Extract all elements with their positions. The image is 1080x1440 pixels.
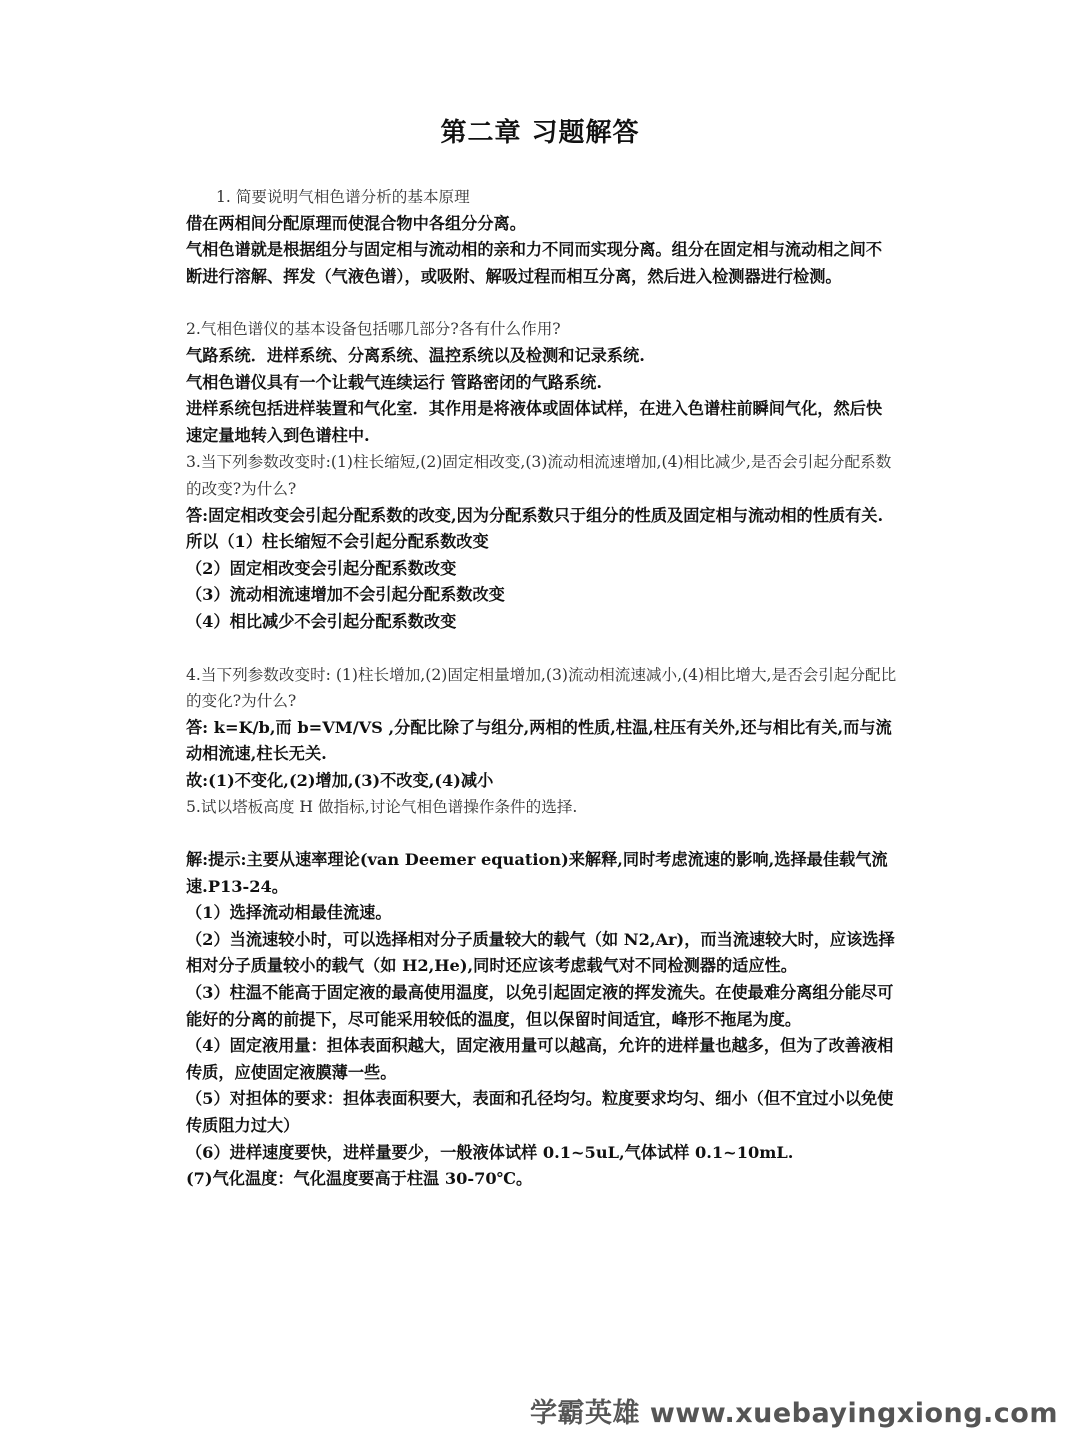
page-title: 第二章 习题解答 — [440, 118, 640, 148]
question-text: 4.当下列参数改变时: (1)柱长增加,(2)固定相量增加,(3)流动相流速减小,(4)相比增大,是否会引起分配比的变化?为什么? — [186, 665, 897, 711]
answer-text: 解:提示:主要从速率理论(van Deemer equation)来解释,同时考虑流速的影响,选择最佳载气流速.P13-24。 — [186, 850, 888, 896]
answer-text: （2）当流速较小时，可以选择相对分子质量较大的载气（如 N2,Ar)，而当流速较大时，应该选择相对分子质量较小的载气（如 H2,He),同时还应该考虑载气对不同检测器的适应性。 — [186, 929, 895, 976]
question-text: 1. 简要说明气相色谱分析的基本原理 — [216, 188, 470, 206]
answer-text: 借在两相间分配原理而使混合物中各组分分离。 — [186, 213, 526, 233]
document-body — [186, 184, 898, 1193]
answer-text: （3）流动相流速增加不会引起分配系数改变 — [186, 585, 505, 605]
answer-text: （4）固定液用量：担体表面积越大，固定液用量可以越高，允许的进样量也越多，但为了改善液相传质，应使固定液膜薄一些。 — [186, 1036, 894, 1082]
answer-text: （4）相比减少不会引起分配系数改变 — [186, 611, 457, 631]
answer-text: 答:固定相改变会引起分配系数的改变,因为分配系数只于组分的性质及固定相与流动相的性质有关. — [186, 505, 884, 525]
answer-text: 进样系统包括进样装置和气化室．其作用是将液体或固体试样，在进入色谱柱前瞬间气化，然后快速定量地转入到色谱柱中. — [186, 399, 883, 445]
question-text: 2.气相色谱仪的基本设备包括哪几部分?各有什么作用? — [186, 320, 561, 339]
site-watermark: 学霸英雄 www.xuebayingxiong.com — [529, 1398, 1058, 1429]
answer-text: 故:(1)不变化,(2)增加,(3)不改变,(4)减小 — [186, 770, 494, 790]
answer-text: （6）进样速度要快，进样量要少，一般液体试样 0.1~5uL,气体试样 0.1~10mL. — [186, 1142, 794, 1162]
answer-text: (7)气化温度：气化温度要高于柱温 30-70℃。 — [186, 1169, 533, 1189]
question-text: 3.当下列参数改变时:(1)柱长缩短,(2)固定相改变,(3)流动相流速增加,(4)相比减少,是否会引起分配系数的改变?为什么? — [186, 453, 892, 498]
answer-text: 答: k=K/b,而 b=VM/VS ,分配比除了与组分,两相的性质,柱温,柱压有关外,还与相比有关,而与流动相流速,柱长无关. — [186, 717, 892, 764]
answer-text: 气路系统．进样系统、分离系统、温控系统以及检测和记录系统. — [186, 345, 645, 365]
answer-text: （2）固定相改变会引起分配系数改变 — [186, 558, 457, 578]
answer-text: （3）柱温不能高于固定液的最高使用温度，以免引起固定液的挥发流失。在使最难分离组分能尽可能好的分离的前提下，尽可能采用较低的温度，但以保留时间适宜，峰形不拖尾为度。 — [186, 983, 894, 1029]
paragraph-gap — [186, 821, 898, 847]
answer-text: （1）选择流动相最佳流速。 — [186, 903, 392, 923]
answer-text: （5）对担体的要求：担体表面积要大，表面和孔径均匀。粒度要求均匀、细小（但不宜过小以免使传质阻力过大） — [186, 1089, 894, 1135]
paragraph-gap — [186, 636, 898, 662]
answer-text: 气相色谱仪具有一个让载气连续运行 管路密闭的气路系统. — [186, 372, 602, 392]
question-text: 5.试以塔板高度 H 做指标,讨论气相色谱操作条件的选择. — [186, 798, 578, 817]
paragraph-gap — [186, 290, 898, 316]
answer-text: 气相色谱就是根据组分与固定相与流动相的亲和力不同而实现分离。组分在固定相与流动相之间不断进行溶解、挥发（气液色谱），或吸附、解吸过程而相互分离，然后进入检测器进行检测。 — [186, 240, 883, 286]
answer-text: 所以（1）柱长缩短不会引起分配系数改变 — [186, 532, 489, 552]
